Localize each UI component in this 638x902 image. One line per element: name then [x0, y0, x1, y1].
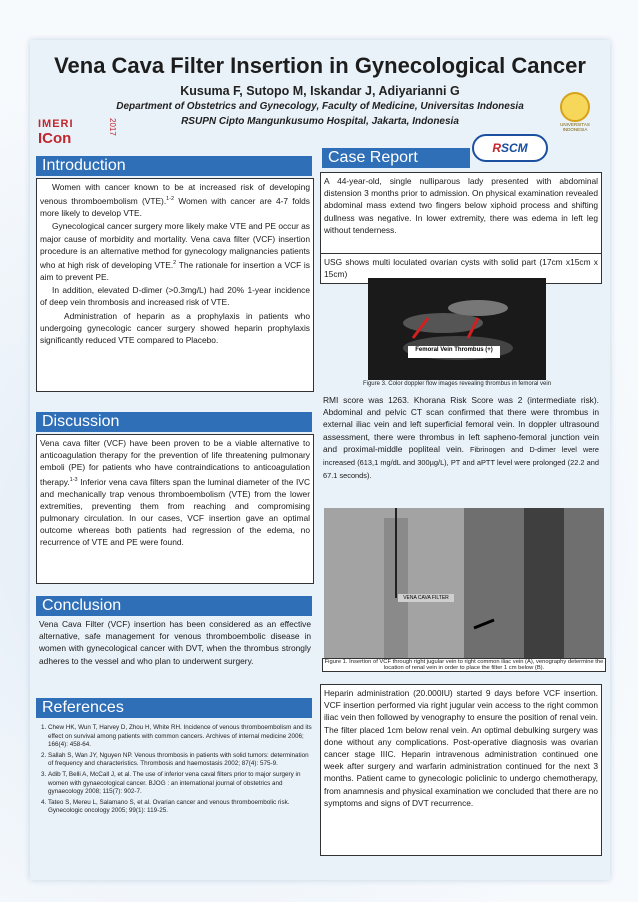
case-report-heading: Case Report: [322, 148, 470, 168]
intro-p2b-text: The rationale for insertion a VCF is aim to prevent PE.: [40, 259, 310, 283]
conclusion-box: [36, 616, 314, 694]
conclusion-heading: Conclusion: [36, 596, 312, 616]
figure3-caption: Figure 3. Color doppler flow images revealing thrombus in femoral vein: [362, 381, 552, 387]
discussion-p1b-text: Inferior vena cava filters span the luminal diameter of the IVC and mechanically trap venous thromboembolism (VTE) from the lower extremities, preventing them from reaching and compromising pulmonary circulation. In our cases, VCF insertion gave an optimal outcome whereas both patients had regression of the edema, no recurrence of VTE and PE were found.: [40, 476, 310, 548]
icon-logo-text: ICon: [38, 130, 72, 147]
case-p3-text: RMI score was 1263. Khorana Risk Score was 2 (intermediate risk). Abdominal and pelvic CT scan confirmed that there were thrombus in external iliac vein and left superficial femoral vein. In doppler ultrasound assessment, there were thrombus in left sapheno-femoral junction vein and proximal-middle popliteal vein.: [323, 395, 599, 454]
case-report-box-3: [320, 392, 602, 506]
authors-line: Kusuma F, Sutopo M, Iskandar J, Adiyarianni G: [180, 84, 460, 98]
references-heading: References: [36, 698, 312, 718]
doppler-ultrasound-image: [368, 278, 546, 380]
reference-item: 4. Tateo S, Mereu L, Salamano S, et al. Ovarian cancer and venous thromboembolic risk. Gynecologic oncology 2005; 99(1): 119-25.: [48, 799, 314, 816]
imeri-year-text: 2017: [108, 118, 117, 136]
reference-item: 2. Sallah S, Wan JY, Nguyen NP. Venous thrombosis in patients with solid tumors: determination of frequency and characteristics. Thrombosis and haemostasis 2002; 87(4): 575-9.: [48, 752, 314, 769]
ui-logo-text: UNIVERSITAS INDONESIA: [560, 122, 590, 132]
intro-paragraph-3: In addition, elevated D-dimer (>0.3mg/L) had 20% 1-year incidence of deep vein thrombosis and increased risk of VTE.: [40, 285, 310, 308]
case-paragraph-1: A 44-year-old, single nulliparous lady presented with abdominal distension 3 months prior to admission. On physical examination revealed abdominal mass extend two fingers below xiphoid process and shifting dullness was negative. In lower extremity, there was edema in left leg without tenderness.: [324, 176, 598, 235]
poster-title: Vena Cava Filter Insertion in Gynecological Cancer: [54, 53, 586, 78]
discussion-heading: Discussion: [36, 412, 312, 432]
case-paragraph-4: Heparin administration (20.000IU) started 9 days before VCF insertion. VCF insertion performed via right jugular vein access to the right common iliac vein then followed by venography to ensure the position of renal vein. The filter placed 1cm below renal vein. An optimal debulking surgery was done without any complications. Post-operative diagnosis was ovarian cancer stage IIIC. Heparin intravenous administration continued one week after surgery and warfarin administration continued for the next 3 months. Patient came to gynecologic policlinic to undergo chemotherapy, from anamnesis and physical examination we concluded that there are no symptoms and signs of DVT recurrence.: [324, 688, 598, 808]
intro-paragraph-4: Administration of heparin as a prophylaxis in patients who undergoing gynecologic cancer surgery showed heparin prophylaxis significantly reduced VTE compared to Placebo.: [40, 310, 310, 346]
case-report-box-1: [320, 172, 602, 254]
figure1-caption: Figure 1. Insertion of VCF through right jugular vein to right common iliac vein (A), venography determine the location of renal vein in order to place the filter 1 cm below (B).: [322, 658, 606, 672]
reference-item: 3. Adib T, Belli A, McCall J, et al. The use of inferior vena caval filters prior to major surgery in women with gynaecological cancer. BJOG : an international journal of obstetrics and gynaecology 2008; 115(7): 902-7.: [48, 771, 314, 797]
fluoroscopy-image: [324, 508, 604, 658]
rscm-logo-rest: SCM: [501, 141, 528, 155]
rscm-logo: [472, 134, 548, 162]
intro-p1b-text: Women with cancer are 4-7 folds more likely to develop VTE.: [40, 196, 310, 219]
intro-paragraph-1: [40, 181, 310, 219]
rscm-logo-r: R: [492, 141, 501, 155]
fluoroscopy-label: VENA CAVA FILTER: [403, 595, 449, 601]
reference-item: 1. Chew HK, Wun T, Harvey D, Zhou H, White RH. Incidence of venous thromboembolism and its effect on survival among patients with common cancers. Archives of internal medicine 2006; 166(4): 458-64.: [48, 724, 314, 750]
universitas-indonesia-logo: [550, 92, 600, 152]
imeri-icon-logo: [38, 118, 118, 146]
introduction-box: [36, 178, 314, 392]
discussion-paragraph: [40, 437, 310, 549]
intro-p1-sup: 1-2: [166, 196, 175, 203]
department-line: Department of Obstetrics and Gynecology, Faculty of Medicine, Universitas Indonesia: [116, 101, 524, 112]
discussion-box: [36, 434, 314, 584]
intro-p2-text: Gynecological cancer surgery more likely make VTE and PE occur as major cause of morbidity and mortality. Vena cava filter (VCF) insertion procedure is an alternative method for gynecology malignancies patients who at high risk of developing VTE.: [40, 221, 310, 270]
discussion-p1-sup: 1-3: [69, 476, 78, 483]
intro-p1-text: Women with cancer known to be at increased risk of developing venous thromboembolism (VTE).: [40, 182, 310, 206]
case-paragraph-3: [323, 394, 599, 482]
doppler-image-svg: [368, 278, 546, 380]
case-report-box-4: [320, 684, 602, 856]
introduction-heading: Introduction: [36, 156, 312, 176]
imeri-logo-text: IMERI: [38, 118, 74, 130]
references-list: [36, 724, 314, 818]
intro-p2-sup: 2: [173, 260, 177, 267]
intro-paragraph-2: [40, 220, 310, 283]
doppler-label: Femoral Vein Thrombus (+): [415, 347, 493, 353]
conclusion-paragraph: Vena Cava Filter (VCF) insertion has been considered as an effective alternative, safe management for venous thromboembolic disease in women with gynecological cancer with DVT, when the thrombus strongly adheres to the vessel and who plan to underwent surgery.: [39, 619, 311, 666]
case-paragraph-2: USG shows multi loculated ovarian cysts with solid part (17cm x15cm x 15cm): [324, 257, 598, 280]
ui-seal-icon: [560, 92, 590, 122]
fluoroscopy-svg: [324, 508, 604, 658]
discussion-p1-text: Vena cava filter (VCF) have been proven to be a viable alternative to anticoagulation therapy for the prevention of life threatening pulmonary emboli (PE) for patients who have contraindications to anticoagulation therapy.: [40, 438, 310, 487]
hospital-line: RSUPN Cipto Mangunkusumo Hospital, Jakarta, Indonesia: [181, 116, 459, 127]
case-p3b-text: Fibrinogen and D-dimer level were increased (613,1 mg/dL and 300µg/L), PT and aPTT level were prolonged (22.2 and 67.1 seconds).: [323, 444, 599, 481]
